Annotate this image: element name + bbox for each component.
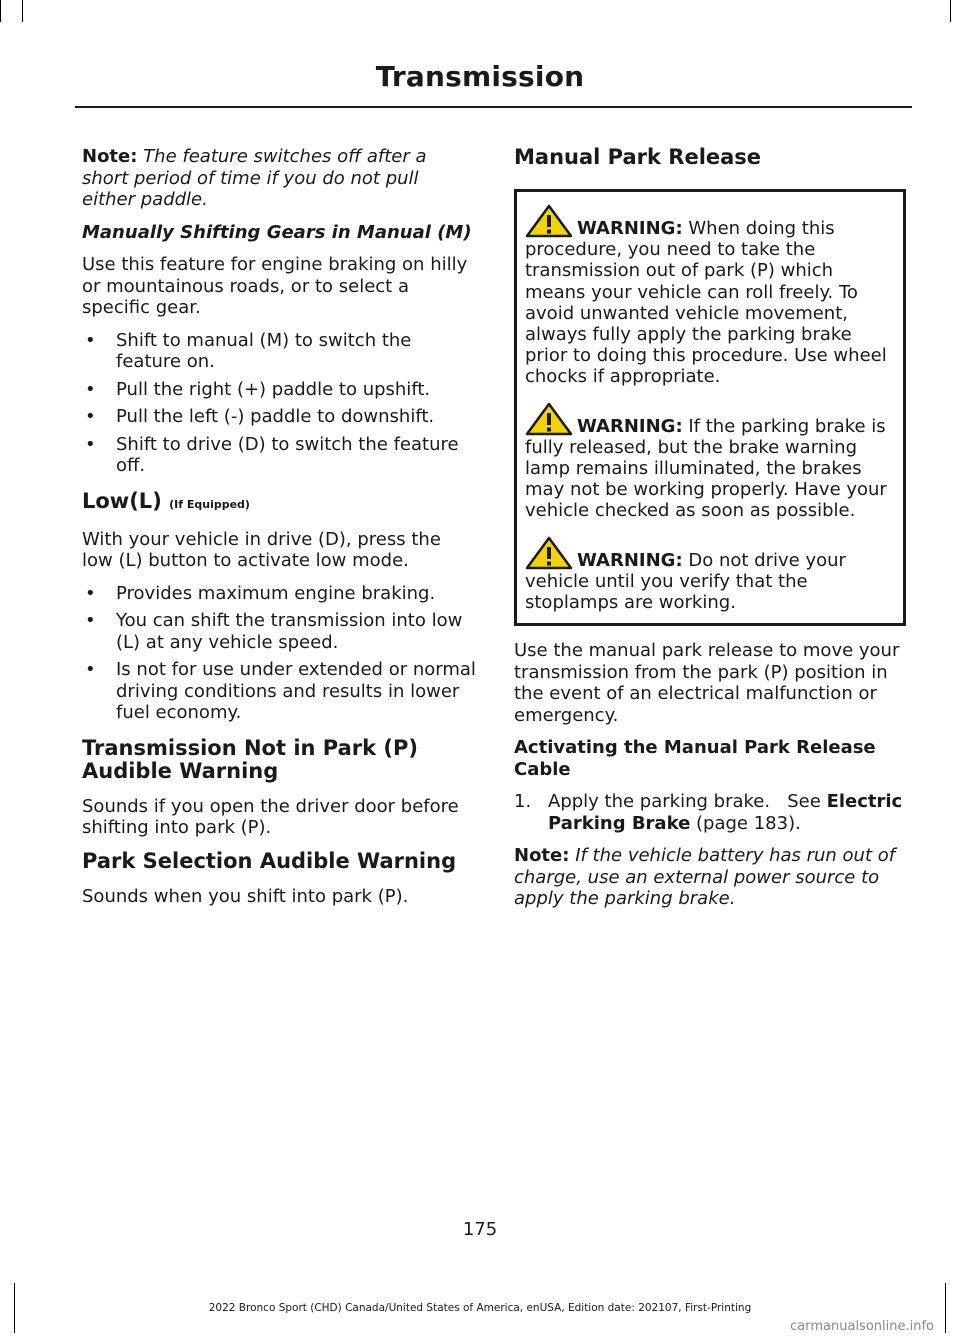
list-item: • You can shift the transmission into low (L) at any vehicle speed. <box>85 610 463 653</box>
crop-mark <box>950 0 951 22</box>
header-divider <box>75 106 912 108</box>
crop-mark <box>0 0 1 22</box>
note-paddle: Note: The feature switches off after a short period of time if you do not pull either paddle. <box>82 146 427 210</box>
step-1: 1. Apply the parking brake. See Electric Parking Brake (page 183). <box>514 791 903 834</box>
list-item: • Shift to drive (D) to switch the feature off. <box>85 433 459 476</box>
park-selection-heading: Park Selection Audible Warning <box>82 848 457 873</box>
warning-triangle-icon <box>525 204 573 238</box>
list-item: • Shift to manual (M) to switch the feature on. <box>85 329 412 372</box>
right-column <box>514 146 906 921</box>
low-mode-heading: Low(L) (If Equipped) <box>82 488 250 513</box>
low-mode-intro: With your vehicle in drive (D), press the low (L) button to activate low mode. <box>82 528 441 571</box>
list-item: • Pull the left (-) paddle to downshift. <box>85 406 435 427</box>
manual-shifting-heading: Manually Shifting Gears in Manual (M) <box>82 221 472 243</box>
crop-mark <box>22 0 23 22</box>
footer-edition: 2022 Bronco Sport (CHD) Canada/United States of America, enUSA, Edition date: 202107, First-Printing <box>208 1302 752 1314</box>
warning-3: WARNING: Do not drive your vehicle until you verify that the stoplamps are working. <box>525 536 895 614</box>
left-column <box>82 146 477 918</box>
watermark: carmanualsonline.info <box>790 1319 934 1334</box>
activating-heading: Activating the Manual Park Release Cable <box>514 737 876 780</box>
warning-1: WARNING: When doing this procedure, you need to take the transmission out of park (P) which means your vehicle can roll freely. To avoid unwanted vehicle movement, always fully apply the parking brake prior to doing this procedure. Use wheel chocks if appropriate. <box>525 204 895 388</box>
page-header-title: Transmission <box>375 60 585 93</box>
manual-park-release-heading: Manual Park Release <box>514 145 762 169</box>
list-item: • Provides maximum engine braking. <box>85 582 436 604</box>
list-item: • Pull the right (+) paddle to upshift. <box>85 378 431 400</box>
warning-box <box>514 189 906 626</box>
note-battery: Note: If the vehicle battery has run out of charge, use an external power source to apply the parking brake. <box>514 845 896 910</box>
not-in-park-text: Sounds if you open the driver door before shifting into park (P). <box>82 795 459 838</box>
list-item: • Is not for use under extended or normal driving conditions and results in lower fuel economy. <box>85 659 476 723</box>
electric-parking-brake-link[interactable]: Electric Parking Brake <box>548 791 903 834</box>
warning-triangle-icon <box>525 402 573 436</box>
not-in-park-heading: Transmission Not in Park (P) Audible Warning <box>82 735 418 783</box>
manual-park-release-intro: Use the manual park release to move your transmission from the park (P) position in the event of an electrical malfunction or emergency. <box>514 640 900 726</box>
low-mode-list <box>82 583 477 724</box>
warning-2: WARNING: If the parking brake is fully released, but the brake warning lamp remains illuminated, the brakes may not be working properly. Have your vehicle checked as soon as possible. <box>525 402 895 522</box>
park-selection-text: Sounds when you shift into park (P). <box>82 885 409 907</box>
manual-shifting-intro: Use this feature for engine braking on hilly or mountainous roads, or to select a specific gear. <box>82 254 468 318</box>
warning-triangle-icon <box>525 536 573 570</box>
page-number: 175 <box>462 1219 498 1240</box>
manual-shifting-list <box>82 330 477 477</box>
